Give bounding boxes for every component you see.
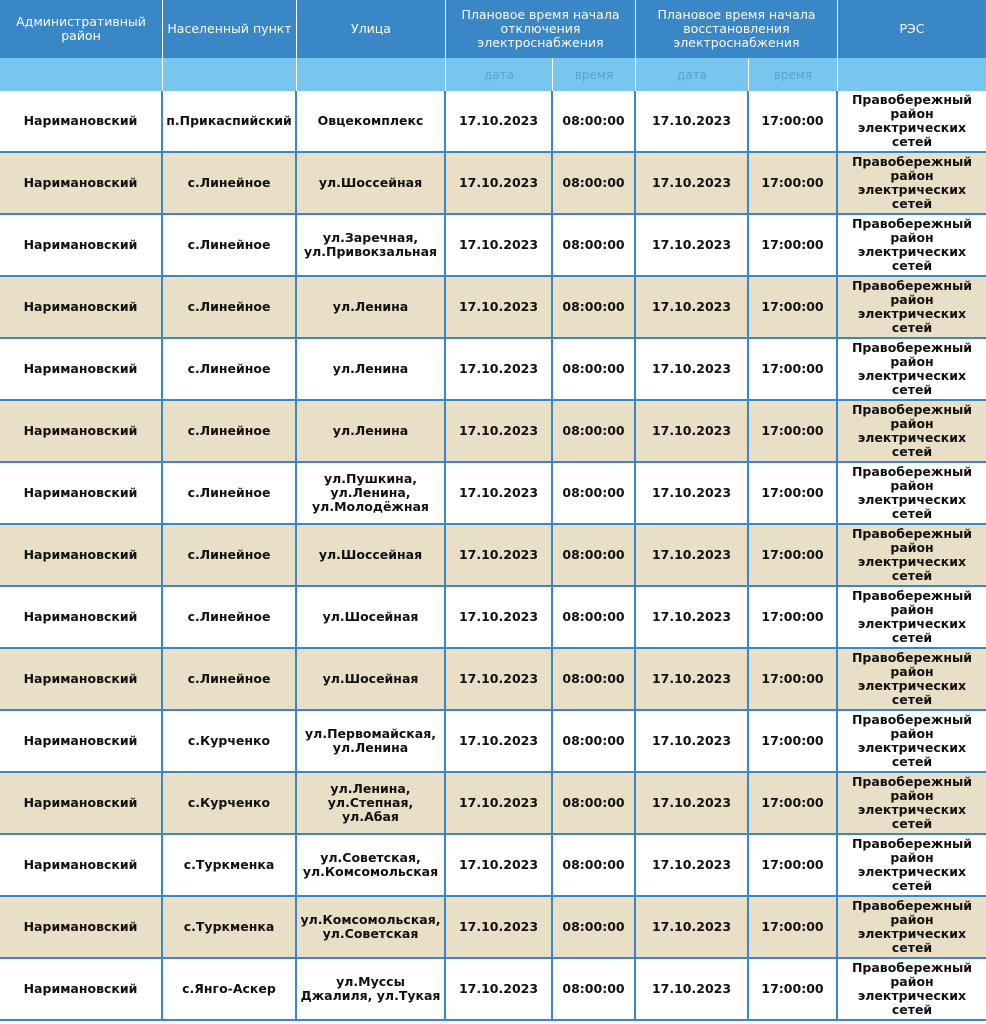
cell-restore-date: 17.10.2023 — [636, 525, 749, 585]
header-locality: Населенный пункт — [163, 0, 297, 58]
table-row — [0, 277, 986, 339]
cell-district: Наримановский — [0, 773, 163, 833]
cell-off-date: 17.10.2023 — [446, 959, 553, 1019]
cell-restore-time: 17:00:00 — [749, 959, 838, 1019]
cell-res: Правобережный район электрических сетей — [851, 154, 973, 211]
cell-street: ул.Ленина — [297, 277, 446, 337]
subheader-blank-district — [0, 58, 163, 91]
cell-off-date: 17.10.2023 — [446, 835, 553, 895]
cell-street: ул.Пушкина, ул.Ленина, ул.Молодёжная — [297, 463, 446, 523]
cell-locality: с.Линейное — [163, 153, 297, 213]
cell-off-time: 08:00:00 — [553, 587, 636, 647]
cell-locality: с.Курченко — [163, 711, 297, 771]
cell-restore-time: 17:00:00 — [749, 711, 838, 771]
table-row — [0, 711, 986, 773]
cell-off-date: 17.10.2023 — [446, 277, 553, 337]
cell-res: Правобережный район электрических сетей — [851, 960, 973, 1017]
cell-restore-date: 17.10.2023 — [636, 91, 749, 151]
cell-restore-date: 17.10.2023 — [636, 959, 749, 1019]
cell-off-time: 08:00:00 — [553, 463, 636, 523]
cell-locality: с.Курченко — [163, 773, 297, 833]
table-row — [0, 463, 986, 525]
cell-off-date: 17.10.2023 — [446, 897, 553, 957]
cell-off-date: 17.10.2023 — [446, 153, 553, 213]
cell-off-time: 08:00:00 — [553, 525, 636, 585]
cell-off-date: 17.10.2023 — [446, 339, 553, 399]
cell-street: Овцекомплекс — [297, 91, 446, 151]
cell-off-time: 08:00:00 — [553, 91, 636, 151]
cell-street: ул.Шосейная — [297, 649, 446, 709]
cell-locality: п.Прикаспийский — [163, 91, 297, 151]
cell-locality: с.Линейное — [163, 463, 297, 523]
cell-street: ул.Ленина — [297, 401, 446, 461]
cell-off-time: 08:00:00 — [553, 959, 636, 1019]
cell-district: Наримановский — [0, 835, 163, 895]
cell-off-time: 08:00:00 — [553, 649, 636, 709]
cell-restore-time: 17:00:00 — [749, 463, 838, 523]
cell-street: ул.Комсомольская, ул.Советская — [297, 897, 446, 957]
table-row — [0, 401, 986, 463]
cell-district: Наримановский — [0, 959, 163, 1019]
cell-locality: с.Линейное — [163, 401, 297, 461]
cell-restore-date: 17.10.2023 — [636, 339, 749, 399]
cell-locality: с.Линейное — [163, 649, 297, 709]
table-row — [0, 897, 986, 959]
cell-street: ул.Заречная, ул.Привокзальная — [297, 215, 446, 275]
cell-district: Наримановский — [0, 339, 163, 399]
table-row — [0, 153, 986, 215]
subheader-blank-res — [838, 58, 986, 91]
cell-restore-date: 17.10.2023 — [636, 711, 749, 771]
table-row — [0, 91, 986, 153]
cell-restore-date: 17.10.2023 — [636, 153, 749, 213]
cell-off-date: 17.10.2023 — [446, 215, 553, 275]
cell-district: Наримановский — [0, 525, 163, 585]
cell-restore-time: 17:00:00 — [749, 773, 838, 833]
cell-off-date: 17.10.2023 — [446, 401, 553, 461]
cell-locality: с.Линейное — [163, 339, 297, 399]
header-res: РЭС — [899, 21, 925, 36]
cell-restore-time: 17:00:00 — [749, 215, 838, 275]
table-row — [0, 525, 986, 587]
header-restore-start: Плановое время начала восстановления электроснабжения — [636, 0, 838, 58]
cell-off-time: 08:00:00 — [553, 773, 636, 833]
cell-restore-time: 17:00:00 — [749, 897, 838, 957]
cell-restore-time: 17:00:00 — [749, 401, 838, 461]
cell-restore-date: 17.10.2023 — [636, 649, 749, 709]
cell-off-date: 17.10.2023 — [446, 463, 553, 523]
cell-res: Правобережный район электрических сетей — [851, 92, 973, 149]
cell-res: Правобережный район электрических сетей — [851, 464, 973, 521]
cell-district: Наримановский — [0, 401, 163, 461]
header-street: Улица — [297, 0, 446, 58]
cell-res: Правобережный район электрических сетей — [851, 340, 973, 397]
cell-district: Наримановский — [0, 897, 163, 957]
cell-locality: с.Линейное — [163, 277, 297, 337]
cell-district: Наримановский — [0, 215, 163, 275]
cell-off-date: 17.10.2023 — [446, 773, 553, 833]
subheader-restore-time: время — [749, 58, 838, 91]
cell-restore-date: 17.10.2023 — [636, 277, 749, 337]
table-row — [0, 587, 986, 649]
cell-restore-time: 17:00:00 — [749, 525, 838, 585]
cell-district: Наримановский — [0, 711, 163, 771]
cell-district: Наримановский — [0, 649, 163, 709]
cell-off-time: 08:00:00 — [553, 153, 636, 213]
subheader-blank-street — [297, 58, 446, 91]
cell-locality: с.Туркменка — [163, 897, 297, 957]
cell-district: Наримановский — [0, 153, 163, 213]
cell-off-time: 08:00:00 — [553, 897, 636, 957]
cell-restore-date: 17.10.2023 — [636, 215, 749, 275]
cell-off-date: 17.10.2023 — [446, 91, 553, 151]
cell-locality: с.Линейное — [163, 587, 297, 647]
cell-off-date: 17.10.2023 — [446, 587, 553, 647]
cell-off-time: 08:00:00 — [553, 215, 636, 275]
cell-restore-date: 17.10.2023 — [636, 587, 749, 647]
cell-off-time: 08:00:00 — [553, 277, 636, 337]
cell-restore-date: 17.10.2023 — [636, 835, 749, 895]
cell-restore-date: 17.10.2023 — [636, 463, 749, 523]
cell-res: Правобережный район электрических сетей — [851, 650, 973, 707]
cell-res: Правобережный район электрических сетей — [851, 588, 973, 645]
header-district: Административный район — [0, 0, 163, 58]
cell-district: Наримановский — [0, 463, 163, 523]
cell-restore-date: 17.10.2023 — [636, 773, 749, 833]
cell-res: Правобережный район электрических сетей — [851, 402, 973, 459]
cell-locality: с.Янго-Аскер — [163, 959, 297, 1019]
cell-res: Правобережный район электрических сетей — [851, 526, 973, 583]
cell-district: Наримановский — [0, 91, 163, 151]
cell-res: Правобережный район электрических сетей — [851, 712, 973, 769]
cell-restore-time: 17:00:00 — [749, 587, 838, 647]
cell-off-time: 08:00:00 — [553, 711, 636, 771]
table-header — [0, 0, 986, 58]
subheader-blank-locality — [163, 58, 297, 91]
cell-res: Правобережный район электрических сетей — [851, 774, 973, 831]
cell-off-time: 08:00:00 — [553, 339, 636, 399]
cell-street: ул.Первомайская, ул.Ленина — [297, 711, 446, 771]
header-off-start: Плановое время начала отключения электроснабжения — [446, 0, 636, 58]
cell-street: ул.Советская, ул.Комсомольская — [297, 835, 446, 895]
cell-restore-time: 17:00:00 — [749, 277, 838, 337]
subheader-off-date: дата — [446, 58, 553, 91]
cell-restore-time: 17:00:00 — [749, 835, 838, 895]
cell-street: ул.Ленина — [297, 339, 446, 399]
cell-res: Правобережный район электрических сетей — [851, 278, 973, 335]
cell-street: ул.Муссы Джалиля, ул.Тукая — [297, 959, 446, 1019]
table-row — [0, 835, 986, 897]
cell-locality: с.Линейное — [163, 525, 297, 585]
cell-res: Правобережный район электрических сетей — [851, 836, 973, 893]
cell-off-time: 08:00:00 — [553, 835, 636, 895]
cell-district: Наримановский — [0, 277, 163, 337]
cell-restore-time: 17:00:00 — [749, 339, 838, 399]
cell-street: ул.Шосейная — [297, 587, 446, 647]
cell-off-time: 08:00:00 — [553, 401, 636, 461]
cell-off-date: 17.10.2023 — [446, 711, 553, 771]
cell-restore-time: 17:00:00 — [749, 91, 838, 151]
subheader-restore-date: дата — [636, 58, 749, 91]
table-row — [0, 649, 986, 711]
table-row — [0, 773, 986, 835]
cell-restore-time: 17:00:00 — [749, 649, 838, 709]
cell-restore-date: 17.10.2023 — [636, 401, 749, 461]
cell-street: ул.Шоссейная — [297, 153, 446, 213]
table-row — [0, 339, 986, 401]
cell-off-date: 17.10.2023 — [446, 525, 553, 585]
cell-street: ул.Ленина, ул.Степная, ул.Абая — [297, 773, 446, 833]
subheader-off-time: время — [553, 58, 636, 91]
cell-restore-time: 17:00:00 — [749, 153, 838, 213]
table-subheader — [0, 58, 986, 91]
cell-street: ул.Шоссейная — [297, 525, 446, 585]
cell-restore-date: 17.10.2023 — [636, 897, 749, 957]
cell-district: Наримановский — [0, 587, 163, 647]
cell-res: Правобережный район электрических сетей — [851, 216, 973, 273]
cell-locality: с.Туркменка — [163, 835, 297, 895]
cell-off-date: 17.10.2023 — [446, 649, 553, 709]
cell-locality: с.Линейное — [163, 215, 297, 275]
table-row — [0, 959, 986, 1021]
cell-res: Правобережный район электрических сетей — [851, 898, 973, 955]
table-row — [0, 215, 986, 277]
